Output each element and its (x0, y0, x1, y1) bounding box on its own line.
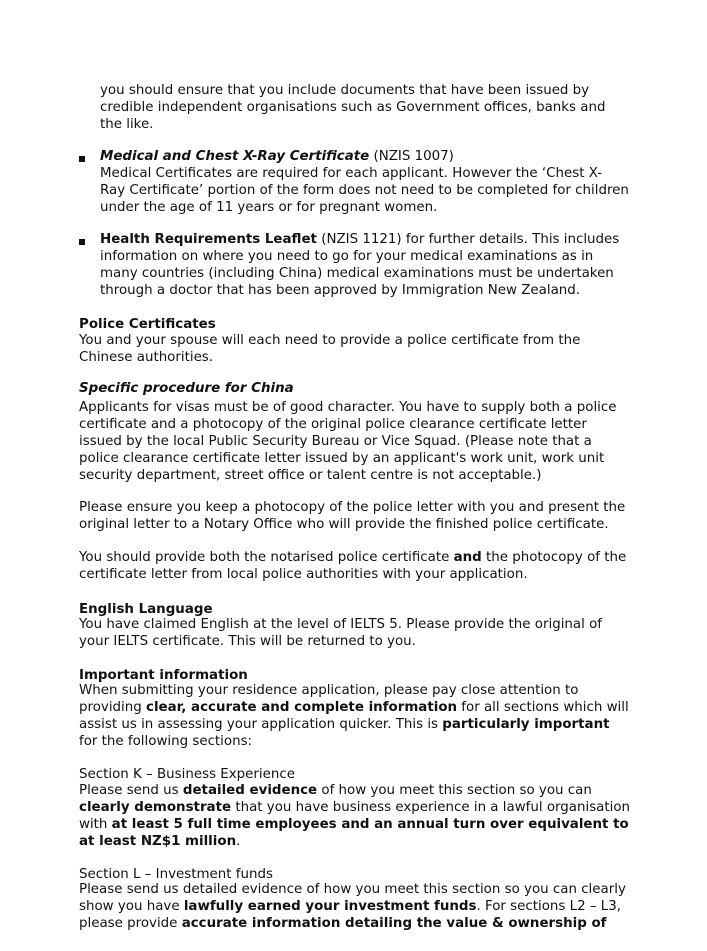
text-run-bold: clearly demonstrate (79, 800, 232, 815)
text-run: of how you meet this section so you can (317, 783, 592, 798)
text-run-bold: accurate information detailing the value & ownership of (181, 916, 607, 931)
bullet-line: Ray Certificate’ portion of the form does not need to be completed for children (100, 183, 629, 198)
text-run: You should provide both the notarised police certificate (79, 550, 454, 565)
china-heading: Specific procedure for China (79, 381, 294, 396)
bullet-line: many countries (including China) medical examinations must be undertaken (100, 266, 614, 281)
bullet-line: Medical Certificates are required for each applicant. However the ‘Chest X- (100, 166, 603, 181)
health-leaflet-title: Health Requirements Leaflet (100, 232, 317, 247)
text-run-bold: at least NZ$1 million (79, 834, 237, 849)
section-k-line (79, 834, 240, 851)
text-run: with (79, 817, 112, 832)
text-run: assist us in assessing your application quicker. This is (79, 717, 443, 732)
bullet-line: through a doctor that has been approved by Immigration New Zealand. (100, 283, 581, 298)
section-l-line (79, 899, 621, 916)
section-k-line (79, 800, 630, 817)
bullet-icon (79, 239, 85, 245)
section-l-line (79, 916, 607, 933)
text-run-bold: clear, accurate and complete information (146, 700, 458, 715)
text-run-bold: detailed evidence (182, 783, 318, 798)
text-run: for all sections which will (457, 700, 629, 715)
section-l-line: Please send us detailed evidence of how you meet this section so you can clearly (79, 882, 626, 897)
bullet-heading (100, 232, 619, 249)
china-line: original letter to a Notary Office who will provide the finished police certificate. (79, 517, 609, 532)
section-k-line (79, 783, 592, 800)
china-line: certificate and a photocopy of the original police clearance certificate letter (79, 417, 587, 432)
china-line: security department, street office or talent centre is not acceptable.) (79, 468, 542, 483)
china-line: Please ensure you keep a photocopy of the police letter with you and present the (79, 500, 626, 515)
section-k-line (79, 817, 629, 834)
intro-line: you should ensure that you include documents that have been issued by (100, 83, 590, 98)
section-k-title: Section K – Business Experience (79, 767, 295, 782)
police-line: Chinese authorities. (79, 350, 214, 365)
text-run: the photocopy of the (481, 550, 627, 565)
text-run: Please send us (79, 783, 183, 798)
china-line (79, 550, 626, 567)
english-line: You have claimed English at the level of IELTS 5. Please provide the original of (79, 617, 603, 632)
english-line: your IELTS certificate. This will be returned to you. (79, 634, 416, 649)
text-run: . For sections L2 – L3, (476, 899, 622, 914)
text-run-bold: at least 5 full time employees and an annual turn over equivalent to (111, 817, 629, 832)
text-run: . (236, 834, 241, 849)
text-run-bold: lawfully earned your investment funds (183, 899, 477, 914)
text-run-bold: and (453, 550, 482, 565)
english-heading: English Language (79, 602, 213, 617)
medical-certificate-ref: (NZIS 1007) (373, 149, 454, 164)
china-line: Applicants for visas must be of good character. You have to supply both a police (79, 400, 617, 415)
important-line (79, 717, 610, 734)
police-line: You and your spouse will each need to provide a police certificate from the (79, 333, 581, 348)
medical-certificate-title: Medical and Chest X-Ray Certificate (100, 149, 370, 164)
intro-line: the like. (100, 117, 154, 132)
important-line: for the following sections: (79, 734, 253, 749)
bullet-heading (100, 149, 454, 166)
bullet-icon (79, 156, 85, 162)
china-line: certificate letter from local police authorities with your application. (79, 567, 528, 582)
bullet-line: under the age of 11 years or for pregnant women. (100, 200, 438, 215)
text-run: show you have (79, 899, 184, 914)
police-heading: Police Certificates (79, 317, 216, 332)
important-heading: Important information (79, 668, 248, 683)
health-leaflet-ref: (NZIS 1121) for further details. This includes (321, 232, 620, 247)
important-line: When submitting your residence application, please pay close attention to (79, 683, 579, 698)
china-line: police clearance certificate letter issued by an applicant's work unit, work unit (79, 451, 605, 466)
text-run: that you have business experience in a lawful organisation (231, 800, 631, 815)
text-run: providing (79, 700, 147, 715)
intro-line: credible independent organisations such as Government offices, banks and (100, 100, 606, 115)
important-line (79, 700, 629, 717)
bullet-line: information on where you need to go for your medical examinations as in (100, 249, 594, 264)
china-line: issued by the local Public Security Bureau or Vice Squad. (Please note that a (79, 434, 592, 449)
section-l-title: Section L – Investment funds (79, 867, 273, 882)
text-run: please provide (79, 916, 182, 931)
text-run-bold: particularly important (442, 717, 610, 732)
